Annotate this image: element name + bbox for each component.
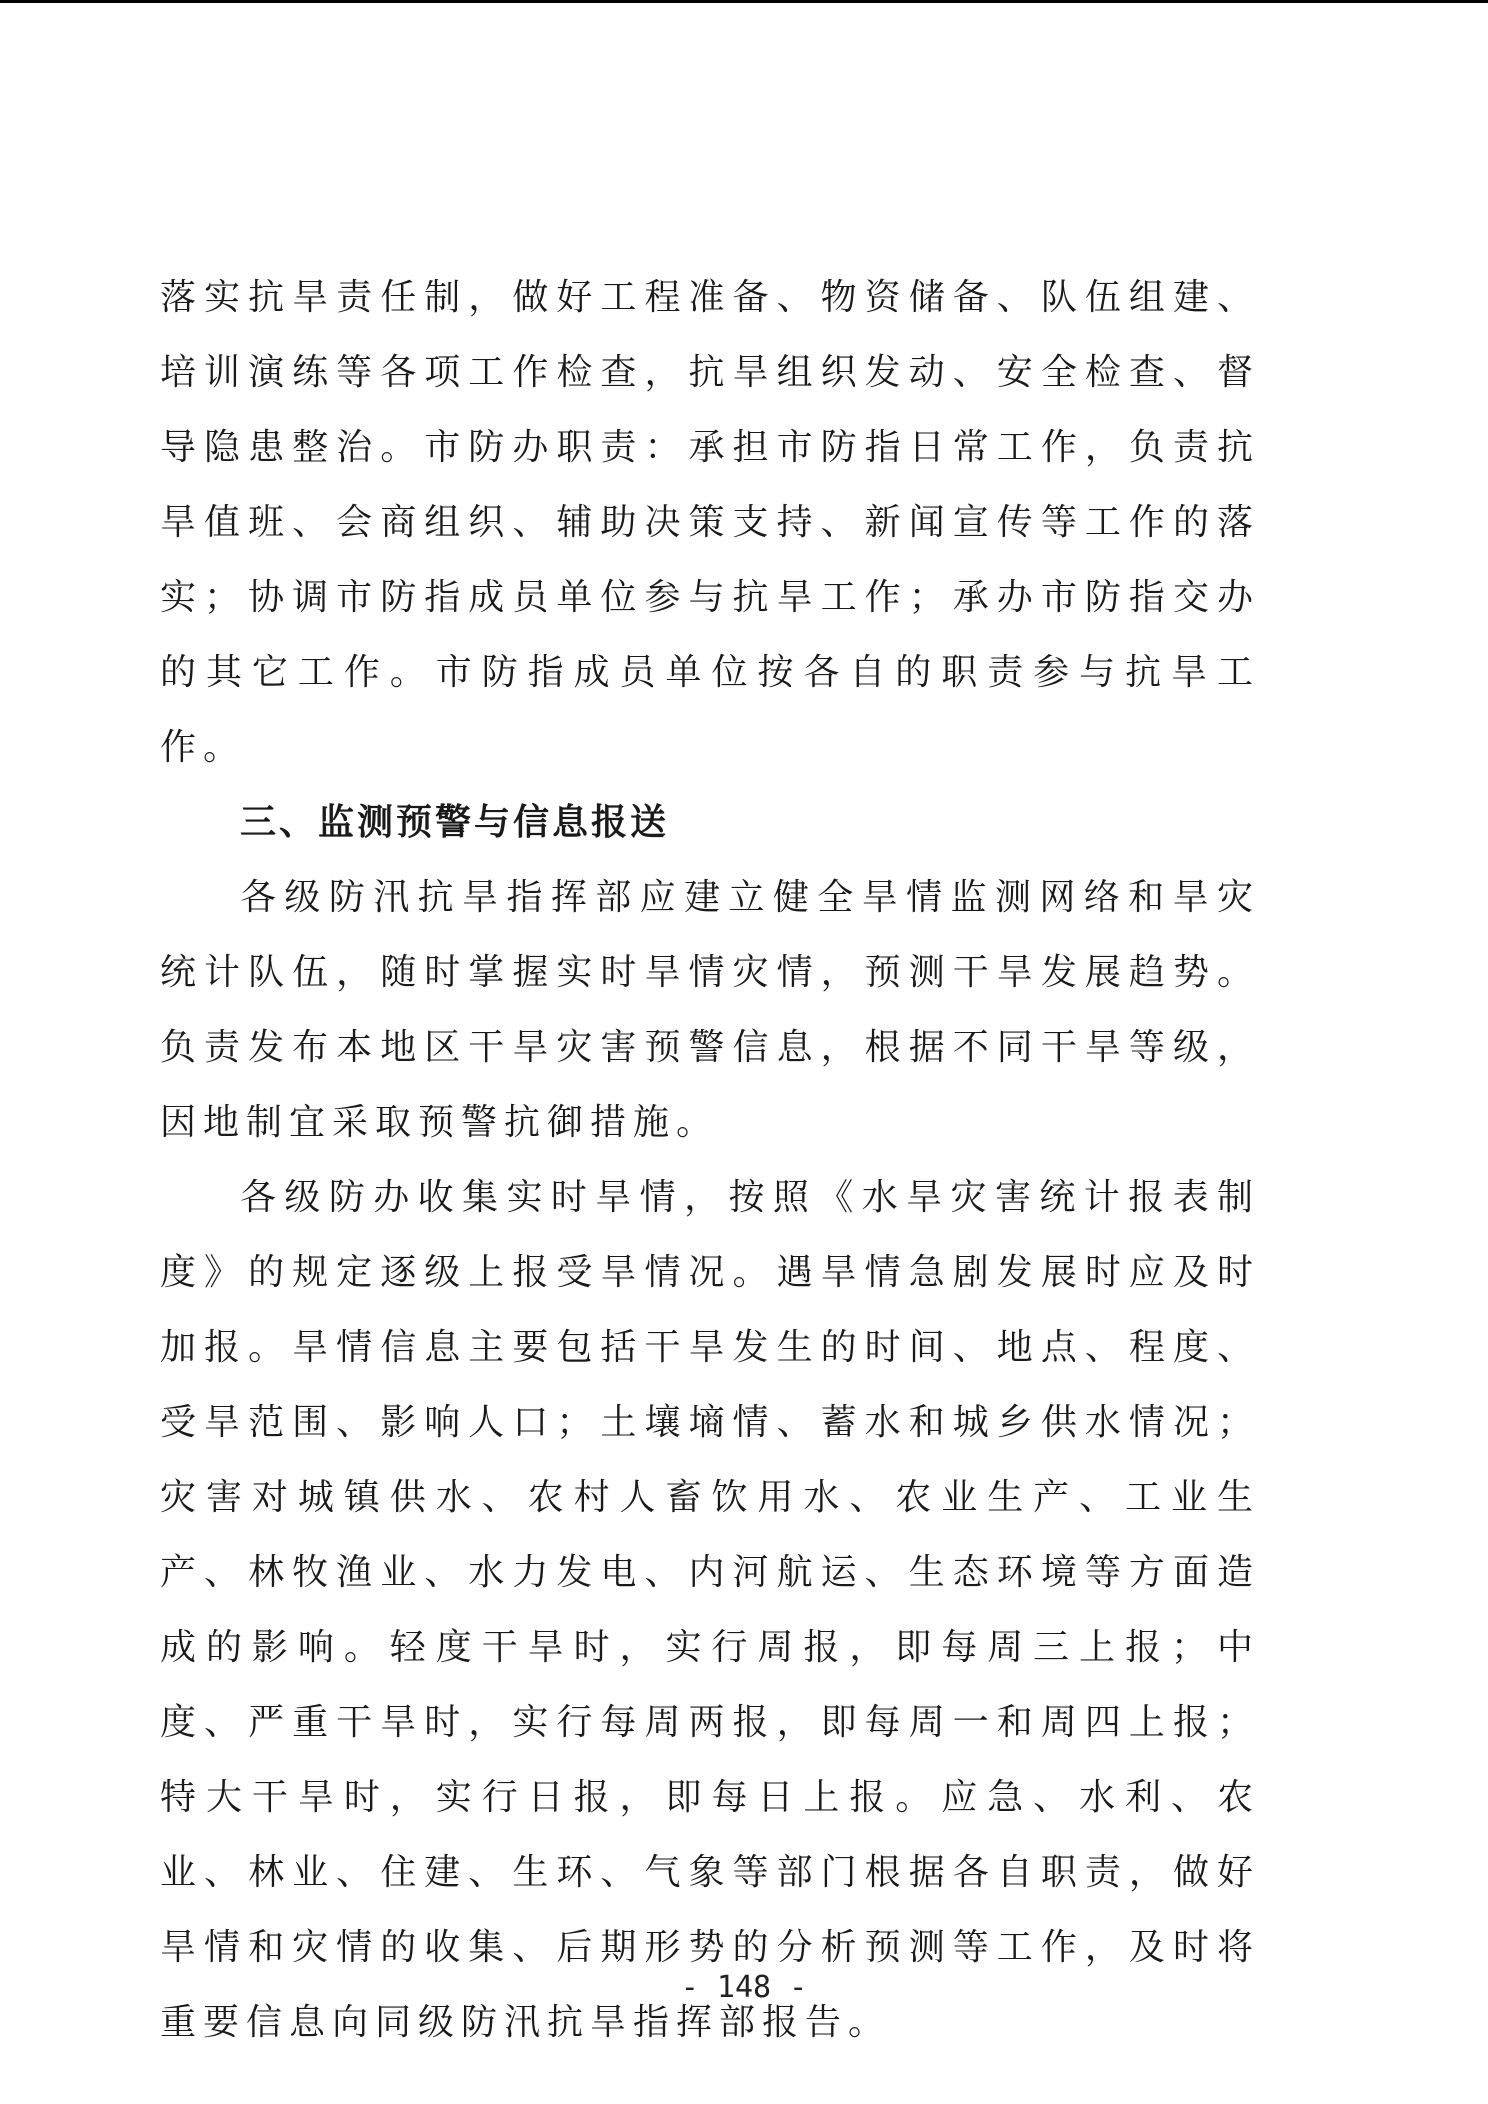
document-body (160, 260, 1260, 2060)
paragraph-information-reporting: 各级防办收集实时旱情，按照《水旱灾害统计报表制度》的规定逐级上报受旱情况。遇旱情急剧发展时应及时加报。旱情信息主要包括干旱发生的时间、地点、程度、受旱范围、影响人口；土壤墒情、蓄水和城乡供水情况；灾害对城镇供水、农村人畜饮用水、农业生产、工业生产、林牧渔业、水力发电、内河航运、生态环境等方面造成的影响。轻度干旱时，实行周报，即每周三上报；中度、严重干旱时，实行每周两报，即每周一和周四上报；特大干旱时，实行日报，即每日上报。应急、水利、农业、林业、住建、生环、气象等部门根据各自职责，做好旱情和灾情的收集、后期形势的分析预测等工作，及时将重要信息向同级防汛抗旱指挥部报告。 (160, 1177, 1260, 2043)
section-heading-monitoring: 三、监测预警与信息报送 (240, 802, 670, 843)
page-number: - 148 - (680, 1970, 808, 2005)
paragraph-monitoring-network: 各级防汛抗旱指挥部应建立健全旱情监测网络和旱灾统计队伍，随时掌握实时旱情灾情，预测干旱发展趋势。负责发布本地区干旱灾害预警信息，根据不同干旱等级，因地制宜采取预警抗御措施。 (160, 877, 1260, 1143)
top-border-rule (0, 0, 1488, 3)
paragraph-responsibilities: 落实抗旱责任制，做好工程准备、物资储备、队伍组建、培训演练等各项工作检查，抗旱组织发动、安全检查、督导隐患整治。市防办职责：承担市防指日常工作，负责抗旱值班、会商组织、辅助决策支持、新闻宣传等工作的落实；协调市防指成员单位参与抗旱工作；承办市防指交办的其它工作。市防指成员单位按各自的职责参与抗旱工作。 (160, 277, 1260, 768)
